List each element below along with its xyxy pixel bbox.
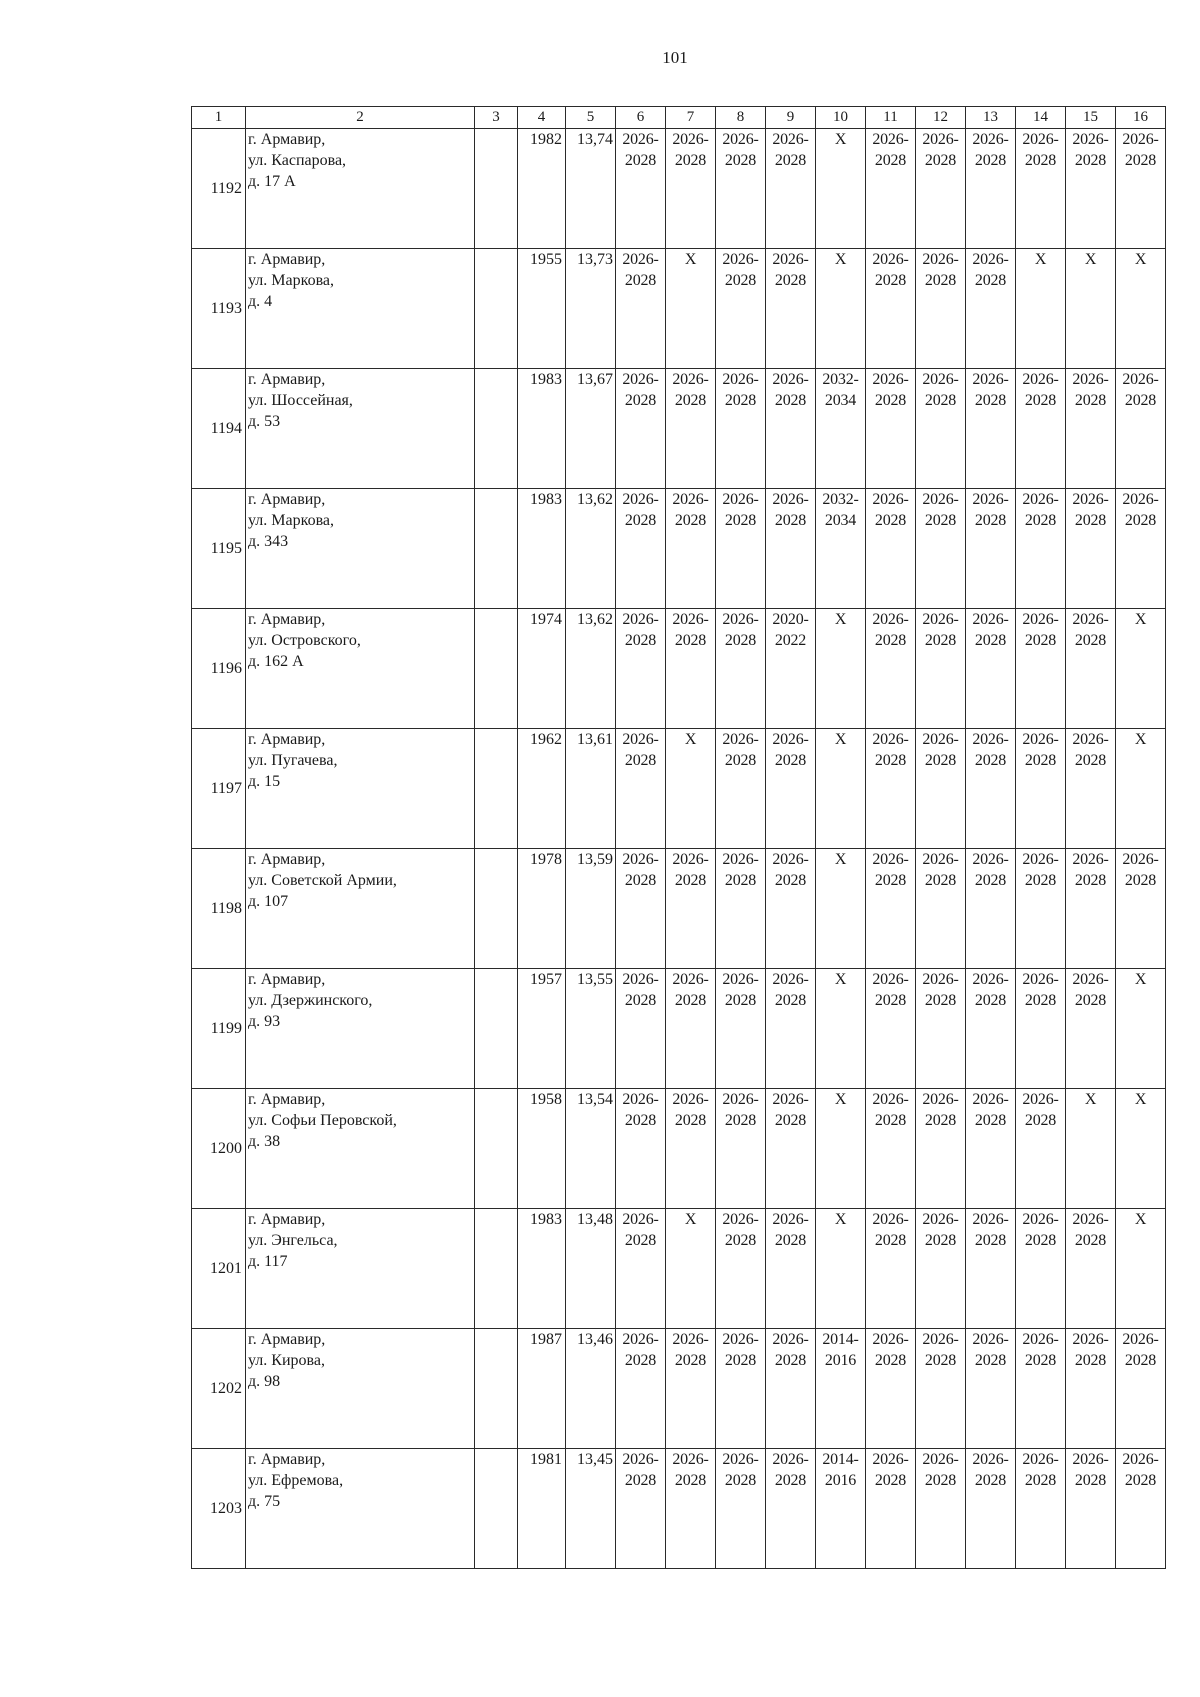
column-header: 14: [1016, 107, 1066, 129]
build-year-cell: 1982: [518, 129, 566, 249]
housing-registry-table: [191, 106, 1166, 1569]
table-row: [192, 849, 1166, 969]
repair-period-cell: 2026- 2028: [616, 609, 666, 729]
repair-period-cell: X: [1016, 249, 1066, 369]
wear-percent-cell: 13,62: [566, 609, 616, 729]
build-year-cell: 1955: [518, 249, 566, 369]
repair-period-cell: 2026- 2028: [866, 1329, 916, 1449]
repair-period-cell: 2026- 2028: [1066, 969, 1116, 1089]
repair-period-cell: 2026- 2028: [616, 1449, 666, 1569]
column-3-cell: [475, 849, 518, 969]
repair-period-cell: 2026- 2028: [616, 489, 666, 609]
column-header: 15: [1066, 107, 1116, 129]
repair-period-cell: 2026- 2028: [966, 1089, 1016, 1209]
repair-period-cell: 2026- 2028: [1066, 1329, 1116, 1449]
address-cell: г. Армавир, ул. Шоссейная, д. 53: [246, 369, 475, 489]
column-3-cell: [475, 489, 518, 609]
table-row: [192, 609, 1166, 729]
repair-period-cell: 2026- 2028: [766, 1449, 816, 1569]
repair-period-cell: 2026- 2028: [616, 249, 666, 369]
repair-period-cell: 2026- 2028: [866, 849, 916, 969]
column-header: 16: [1116, 107, 1166, 129]
repair-period-cell: 2026- 2028: [1116, 369, 1166, 489]
repair-period-cell: X: [666, 249, 716, 369]
repair-period-cell: 2026- 2028: [616, 369, 666, 489]
table-row: [192, 1089, 1166, 1209]
repair-period-cell: 2026- 2028: [1066, 489, 1116, 609]
repair-period-cell: 2026- 2028: [1066, 129, 1116, 249]
row-number-cell: 1192: [192, 129, 246, 249]
repair-period-cell: 2026- 2028: [1016, 1329, 1066, 1449]
table-row: [192, 1209, 1166, 1329]
column-3-cell: [475, 729, 518, 849]
repair-period-cell: 2026- 2028: [716, 489, 766, 609]
build-year-cell: 1974: [518, 609, 566, 729]
wear-percent-cell: 13,45: [566, 1449, 616, 1569]
table-header-row: [192, 107, 1166, 129]
repair-period-cell: 2026- 2028: [1016, 969, 1066, 1089]
address-cell: г. Армавир, ул. Маркова, д. 4: [246, 249, 475, 369]
repair-period-cell: 2026- 2028: [666, 969, 716, 1089]
repair-period-cell: X: [1116, 969, 1166, 1089]
row-number-cell: 1201: [192, 1209, 246, 1329]
repair-period-cell: 2026- 2028: [866, 1209, 916, 1329]
repair-period-cell: 2026- 2028: [766, 969, 816, 1089]
repair-period-cell: 2026- 2028: [1066, 609, 1116, 729]
repair-period-cell: 2026- 2028: [716, 249, 766, 369]
build-year-cell: 1978: [518, 849, 566, 969]
table-row: [192, 129, 1166, 249]
repair-period-cell: 2026- 2028: [666, 1449, 716, 1569]
column-header: 3: [475, 107, 518, 129]
repair-period-cell: 2026- 2028: [866, 489, 916, 609]
repair-period-cell: 2026- 2028: [1066, 729, 1116, 849]
column-3-cell: [475, 609, 518, 729]
repair-period-cell: 2026- 2028: [766, 129, 816, 249]
repair-period-cell: 2026- 2028: [966, 369, 1016, 489]
repair-period-cell: 2032- 2034: [816, 369, 866, 489]
repair-period-cell: 2026- 2028: [666, 1089, 716, 1209]
repair-period-cell: 2026- 2028: [766, 369, 816, 489]
repair-period-cell: 2026- 2028: [1016, 729, 1066, 849]
repair-period-cell: 2026- 2028: [766, 249, 816, 369]
repair-period-cell: 2026- 2028: [616, 1329, 666, 1449]
repair-period-cell: 2026- 2028: [716, 1449, 766, 1569]
repair-period-cell: X: [666, 729, 716, 849]
repair-period-cell: 2026- 2028: [966, 969, 1016, 1089]
repair-period-cell: 2026- 2028: [1066, 369, 1116, 489]
repair-period-cell: 2026- 2028: [916, 249, 966, 369]
repair-period-cell: 2026- 2028: [916, 729, 966, 849]
column-header: 8: [716, 107, 766, 129]
repair-period-cell: 2026- 2028: [866, 609, 916, 729]
repair-period-cell: X: [816, 1089, 866, 1209]
column-3-cell: [475, 369, 518, 489]
page-number: 101: [662, 48, 688, 67]
repair-period-cell: X: [816, 729, 866, 849]
repair-period-cell: 2026- 2028: [616, 849, 666, 969]
address-cell: г. Армавир, ул. Каспарова, д. 17 А: [246, 129, 475, 249]
repair-period-cell: 2026- 2028: [866, 1449, 916, 1569]
repair-period-cell: 2026- 2028: [716, 1329, 766, 1449]
column-header: 10: [816, 107, 866, 129]
repair-period-cell: 2026- 2028: [866, 969, 916, 1089]
repair-period-cell: 2026- 2028: [716, 969, 766, 1089]
wear-percent-cell: 13,54: [566, 1089, 616, 1209]
row-number-cell: 1194: [192, 369, 246, 489]
repair-period-cell: 2026- 2028: [916, 1209, 966, 1329]
row-number-cell: 1193: [192, 249, 246, 369]
address-cell: г. Армавир, ул. Кирова, д. 98: [246, 1329, 475, 1449]
repair-period-cell: 2026- 2028: [916, 129, 966, 249]
table-row: [192, 969, 1166, 1089]
repair-period-cell: 2026- 2028: [616, 1089, 666, 1209]
repair-period-cell: 2026- 2028: [966, 489, 1016, 609]
repair-period-cell: 2026- 2028: [866, 249, 916, 369]
repair-period-cell: 2026- 2028: [1016, 1449, 1066, 1569]
repair-period-cell: 2026- 2028: [616, 129, 666, 249]
repair-period-cell: 2026- 2028: [1116, 489, 1166, 609]
repair-period-cell: 2026- 2028: [966, 609, 1016, 729]
repair-period-cell: 2014- 2016: [816, 1449, 866, 1569]
repair-period-cell: X: [666, 1209, 716, 1329]
repair-period-cell: 2014- 2016: [816, 1329, 866, 1449]
repair-period-cell: 2026- 2028: [666, 489, 716, 609]
repair-period-cell: X: [1116, 729, 1166, 849]
repair-period-cell: 2026- 2028: [716, 1089, 766, 1209]
repair-period-cell: 2026- 2028: [1066, 1209, 1116, 1329]
repair-period-cell: X: [1116, 609, 1166, 729]
repair-period-cell: 2026- 2028: [766, 489, 816, 609]
repair-period-cell: 2026- 2028: [716, 369, 766, 489]
column-header: 6: [616, 107, 666, 129]
repair-period-cell: 2026- 2028: [616, 729, 666, 849]
repair-period-cell: 2026- 2028: [916, 1089, 966, 1209]
repair-period-cell: 2026- 2028: [1116, 1449, 1166, 1569]
repair-period-cell: 2026- 2028: [1016, 1089, 1066, 1209]
wear-percent-cell: 13,61: [566, 729, 616, 849]
column-3-cell: [475, 969, 518, 1089]
table-row: [192, 249, 1166, 369]
repair-period-cell: X: [816, 1209, 866, 1329]
wear-percent-cell: 13,48: [566, 1209, 616, 1329]
repair-period-cell: 2026- 2028: [966, 729, 1016, 849]
column-header: 2: [246, 107, 475, 129]
repair-period-cell: 2026- 2028: [766, 729, 816, 849]
address-cell: г. Армавир, ул. Софьи Перовской, д. 38: [246, 1089, 475, 1209]
row-number-cell: 1203: [192, 1449, 246, 1569]
address-cell: г. Армавир, ул. Советской Армии, д. 107: [246, 849, 475, 969]
repair-period-cell: 2026- 2028: [866, 129, 916, 249]
repair-period-cell: 2026- 2028: [616, 1209, 666, 1329]
repair-period-cell: X: [1116, 1089, 1166, 1209]
repair-period-cell: 2026- 2028: [966, 849, 1016, 969]
wear-percent-cell: 13,59: [566, 849, 616, 969]
address-cell: г. Армавир, ул. Ефремова, д. 75: [246, 1449, 475, 1569]
row-number-cell: 1200: [192, 1089, 246, 1209]
repair-period-cell: 2026- 2028: [1016, 609, 1066, 729]
table-row: [192, 489, 1166, 609]
build-year-cell: 1981: [518, 1449, 566, 1569]
column-header: 5: [566, 107, 616, 129]
address-cell: г. Армавир, ул. Пугачева, д. 15: [246, 729, 475, 849]
repair-period-cell: X: [1066, 1089, 1116, 1209]
wear-percent-cell: 13,62: [566, 489, 616, 609]
column-header: 11: [866, 107, 916, 129]
repair-period-cell: 2026- 2028: [916, 1329, 966, 1449]
repair-period-cell: 2026- 2028: [966, 129, 1016, 249]
repair-period-cell: 2026- 2028: [916, 609, 966, 729]
wear-percent-cell: 13,55: [566, 969, 616, 1089]
row-number-cell: 1197: [192, 729, 246, 849]
build-year-cell: 1957: [518, 969, 566, 1089]
repair-period-cell: 2026- 2028: [1116, 1329, 1166, 1449]
column-3-cell: [475, 129, 518, 249]
row-number-cell: 1198: [192, 849, 246, 969]
repair-period-cell: 2026- 2028: [666, 369, 716, 489]
column-3-cell: [475, 1449, 518, 1569]
column-header: 13: [966, 107, 1016, 129]
build-year-cell: 1962: [518, 729, 566, 849]
repair-period-cell: 2026- 2028: [1066, 1449, 1116, 1569]
repair-period-cell: 2026- 2028: [916, 489, 966, 609]
wear-percent-cell: 13,46: [566, 1329, 616, 1449]
wear-percent-cell: 13,74: [566, 129, 616, 249]
repair-period-cell: 2026- 2028: [916, 969, 966, 1089]
repair-period-cell: 2026- 2028: [1016, 849, 1066, 969]
row-number-cell: 1202: [192, 1329, 246, 1449]
table-row: [192, 1329, 1166, 1449]
repair-period-cell: X: [816, 609, 866, 729]
column-3-cell: [475, 1209, 518, 1329]
row-number-cell: 1199: [192, 969, 246, 1089]
repair-period-cell: 2026- 2028: [666, 1329, 716, 1449]
address-cell: г. Армавир, ул. Дзержинского, д. 93: [246, 969, 475, 1089]
repair-period-cell: X: [1116, 249, 1166, 369]
column-header: 12: [916, 107, 966, 129]
build-year-cell: 1958: [518, 1089, 566, 1209]
repair-period-cell: 2032- 2034: [816, 489, 866, 609]
repair-period-cell: 2026- 2028: [666, 129, 716, 249]
column-3-cell: [475, 249, 518, 369]
repair-period-cell: 2026- 2028: [766, 1329, 816, 1449]
repair-period-cell: 2026- 2028: [766, 849, 816, 969]
repair-period-cell: 2026- 2028: [1016, 489, 1066, 609]
row-number-cell: 1196: [192, 609, 246, 729]
wear-percent-cell: 13,73: [566, 249, 616, 369]
table-row: [192, 729, 1166, 849]
address-cell: г. Армавир, ул. Энгельса, д. 117: [246, 1209, 475, 1329]
repair-period-cell: 2026- 2028: [1016, 1209, 1066, 1329]
column-header: 9: [766, 107, 816, 129]
build-year-cell: 1987: [518, 1329, 566, 1449]
repair-period-cell: 2026- 2028: [616, 969, 666, 1089]
column-3-cell: [475, 1329, 518, 1449]
repair-period-cell: 2026- 2028: [716, 849, 766, 969]
repair-period-cell: 2026- 2028: [716, 1209, 766, 1329]
repair-period-cell: 2026- 2028: [1116, 129, 1166, 249]
wear-percent-cell: 13,67: [566, 369, 616, 489]
build-year-cell: 1983: [518, 369, 566, 489]
repair-period-cell: 2026- 2028: [916, 849, 966, 969]
build-year-cell: 1983: [518, 1209, 566, 1329]
repair-period-cell: 2026- 2028: [966, 1449, 1016, 1569]
repair-period-cell: 2026- 2028: [1066, 849, 1116, 969]
repair-period-cell: 2026- 2028: [766, 1209, 816, 1329]
repair-period-cell: 2026- 2028: [716, 729, 766, 849]
column-header: 1: [192, 107, 246, 129]
address-cell: г. Армавир, ул. Островского, д. 162 А: [246, 609, 475, 729]
column-3-cell: [475, 1089, 518, 1209]
repair-period-cell: 2026- 2028: [1016, 369, 1066, 489]
repair-period-cell: X: [1066, 249, 1116, 369]
repair-period-cell: 2026- 2028: [866, 729, 916, 849]
row-number-cell: 1195: [192, 489, 246, 609]
table-row: [192, 369, 1166, 489]
build-year-cell: 1983: [518, 489, 566, 609]
repair-period-cell: X: [816, 129, 866, 249]
repair-period-cell: 2026- 2028: [666, 849, 716, 969]
repair-period-cell: 2026- 2028: [966, 249, 1016, 369]
repair-period-cell: 2026- 2028: [866, 369, 916, 489]
repair-period-cell: 2026- 2028: [1016, 129, 1066, 249]
table-row: [192, 1449, 1166, 1569]
column-header: 7: [666, 107, 716, 129]
repair-period-cell: 2026- 2028: [916, 1449, 966, 1569]
repair-period-cell: 2026- 2028: [866, 1089, 916, 1209]
repair-period-cell: 2026- 2028: [1116, 849, 1166, 969]
repair-period-cell: 2026- 2028: [916, 369, 966, 489]
repair-period-cell: X: [1116, 1209, 1166, 1329]
repair-period-cell: X: [816, 249, 866, 369]
repair-period-cell: 2026- 2028: [666, 609, 716, 729]
repair-period-cell: X: [816, 849, 866, 969]
repair-period-cell: 2026- 2028: [966, 1209, 1016, 1329]
address-cell: г. Армавир, ул. Маркова, д. 343: [246, 489, 475, 609]
repair-period-cell: X: [816, 969, 866, 1089]
repair-period-cell: 2026- 2028: [716, 129, 766, 249]
repair-period-cell: 2026- 2028: [716, 609, 766, 729]
repair-period-cell: 2026- 2028: [966, 1329, 1016, 1449]
repair-period-cell: 2020- 2022: [766, 609, 816, 729]
column-header: 4: [518, 107, 566, 129]
repair-period-cell: 2026- 2028: [766, 1089, 816, 1209]
